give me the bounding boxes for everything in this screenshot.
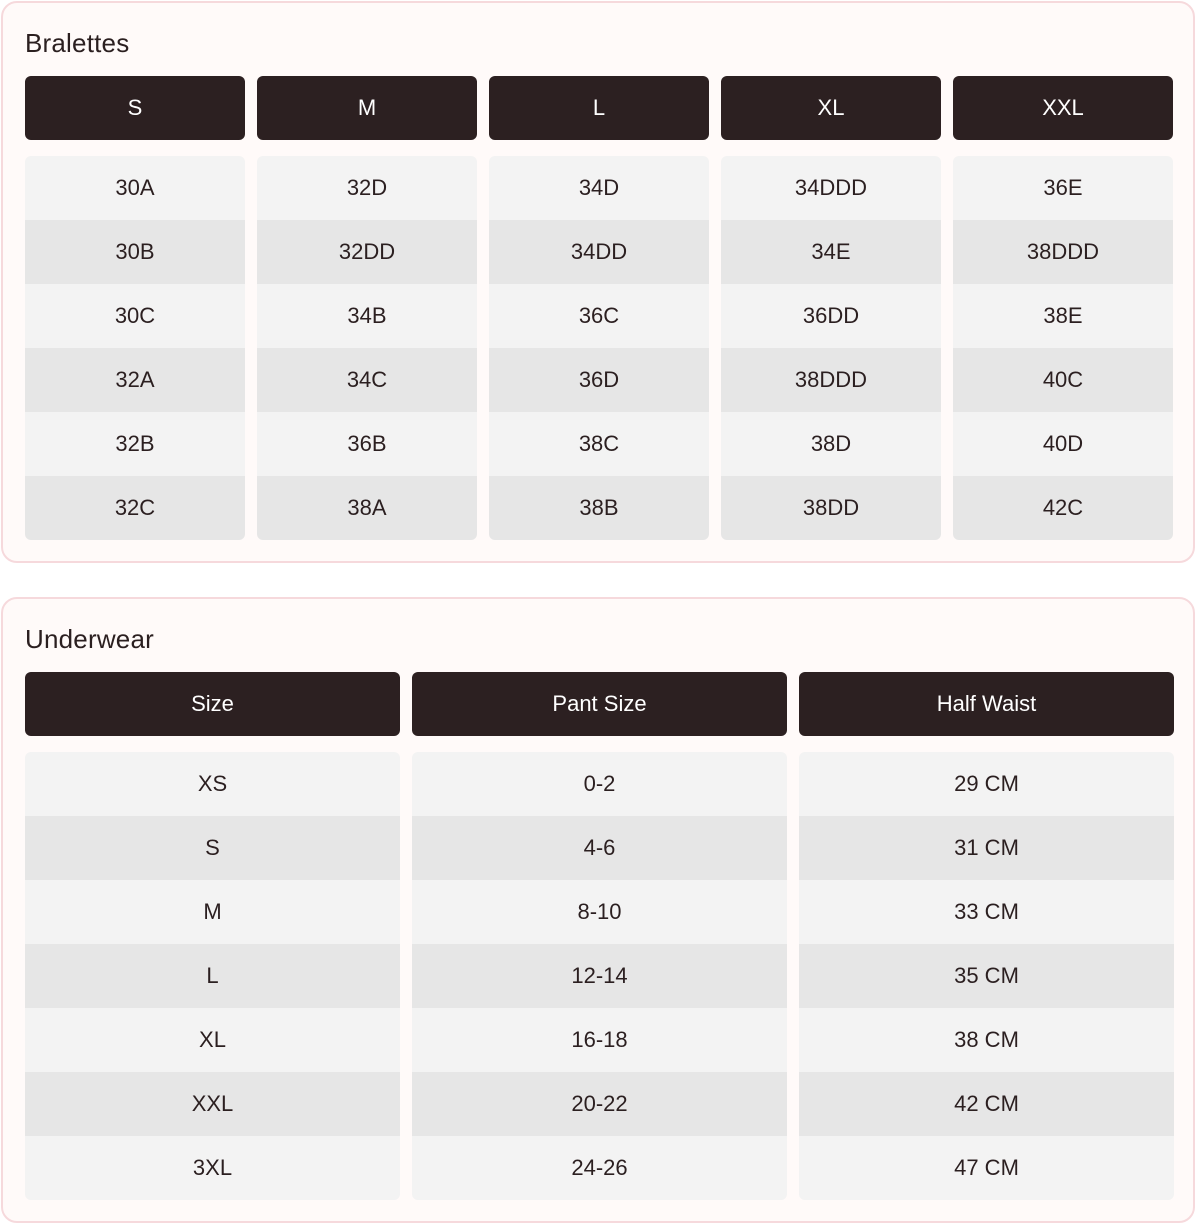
underwear-size-cell: 47 CM (799, 1136, 1174, 1200)
bralettes-size-card (1, 1, 1195, 563)
bralettes-size-cell: 30B (25, 220, 245, 284)
underwear-size-cell: XL (25, 1008, 400, 1072)
bralettes-column-header: M (257, 76, 477, 140)
underwear-size-cell: 16-18 (412, 1008, 787, 1072)
underwear-column-body (412, 752, 787, 1200)
bralettes-size-cell: 34DDD (721, 156, 941, 220)
underwear-title: Underwear (25, 624, 154, 654)
bralettes-column-header: L (489, 76, 709, 140)
bralettes-column-header: S (25, 76, 245, 140)
underwear-size-cell: 0-2 (412, 752, 787, 816)
underwear-size-cell: 33 CM (799, 880, 1174, 944)
bralettes-size-cell: 38A (257, 476, 477, 540)
bralettes-size-cell: 32A (25, 348, 245, 412)
bralettes-size-cell: 34E (721, 220, 941, 284)
underwear-size-cell: M (25, 880, 400, 944)
bralettes-column (257, 76, 477, 540)
bralettes-size-cell: 38DDD (721, 348, 941, 412)
underwear-size-cell: 8-10 (412, 880, 787, 944)
bralettes-size-cell: 38DDD (953, 220, 1173, 284)
bralettes-size-cell: 38C (489, 412, 709, 476)
bralettes-column (489, 76, 709, 540)
bralettes-column-body (257, 156, 477, 540)
underwear-column-body (799, 752, 1174, 1200)
underwear-size-cell: XS (25, 752, 400, 816)
bralettes-size-cell: 38E (953, 284, 1173, 348)
bralettes-column-header: XXL (953, 76, 1173, 140)
bralettes-column-body (25, 156, 245, 540)
underwear-size-cell: S (25, 816, 400, 880)
bralettes-size-cell: 30C (25, 284, 245, 348)
underwear-size-cell: 38 CM (799, 1008, 1174, 1072)
underwear-size-cell: 35 CM (799, 944, 1174, 1008)
bralettes-size-cell: 36B (257, 412, 477, 476)
underwear-size-cell: 4-6 (412, 816, 787, 880)
bralettes-size-cell: 32D (257, 156, 477, 220)
bralettes-column (721, 76, 941, 540)
bralettes-size-cell: 38DD (721, 476, 941, 540)
underwear-size-cell: 31 CM (799, 816, 1174, 880)
bralettes-size-cell: 38D (721, 412, 941, 476)
bralettes-column-body (489, 156, 709, 540)
bralettes-size-cell: 34C (257, 348, 477, 412)
underwear-size-card (1, 597, 1195, 1223)
underwear-size-cell: L (25, 944, 400, 1008)
underwear-table (25, 672, 1174, 1200)
bralettes-column-body (721, 156, 941, 540)
underwear-size-cell: 20-22 (412, 1072, 787, 1136)
bralettes-size-cell: 36D (489, 348, 709, 412)
underwear-column-body (25, 752, 400, 1200)
bralettes-size-cell: 32C (25, 476, 245, 540)
underwear-size-cell: 3XL (25, 1136, 400, 1200)
bralettes-size-cell: 34DD (489, 220, 709, 284)
underwear-size-cell: 24-26 (412, 1136, 787, 1200)
bralettes-title: Bralettes (25, 28, 130, 58)
bralettes-size-cell: 38B (489, 476, 709, 540)
bralettes-size-cell: 40D (953, 412, 1173, 476)
underwear-size-cell: 42 CM (799, 1072, 1174, 1136)
bralettes-size-cell: 42C (953, 476, 1173, 540)
bralettes-table (25, 76, 1173, 540)
underwear-column (799, 672, 1174, 1200)
bralettes-size-cell: 32DD (257, 220, 477, 284)
underwear-size-cell: 12-14 (412, 944, 787, 1008)
underwear-size-cell: 29 CM (799, 752, 1174, 816)
bralettes-size-cell: 36DD (721, 284, 941, 348)
underwear-column-header: Pant Size (412, 672, 787, 736)
bralettes-size-cell: 34B (257, 284, 477, 348)
bralettes-column-header: XL (721, 76, 941, 140)
underwear-column-header: Size (25, 672, 400, 736)
underwear-column (25, 672, 400, 1200)
bralettes-size-cell: 34D (489, 156, 709, 220)
bralettes-column-body (953, 156, 1173, 540)
bralettes-size-cell: 30A (25, 156, 245, 220)
underwear-size-cell: XXL (25, 1072, 400, 1136)
underwear-column-header: Half Waist (799, 672, 1174, 736)
bralettes-column (953, 76, 1173, 540)
underwear-column (412, 672, 787, 1200)
bralettes-size-cell: 36E (953, 156, 1173, 220)
bralettes-size-cell: 36C (489, 284, 709, 348)
bralettes-size-cell: 32B (25, 412, 245, 476)
bralettes-size-cell: 40C (953, 348, 1173, 412)
bralettes-column (25, 76, 245, 540)
